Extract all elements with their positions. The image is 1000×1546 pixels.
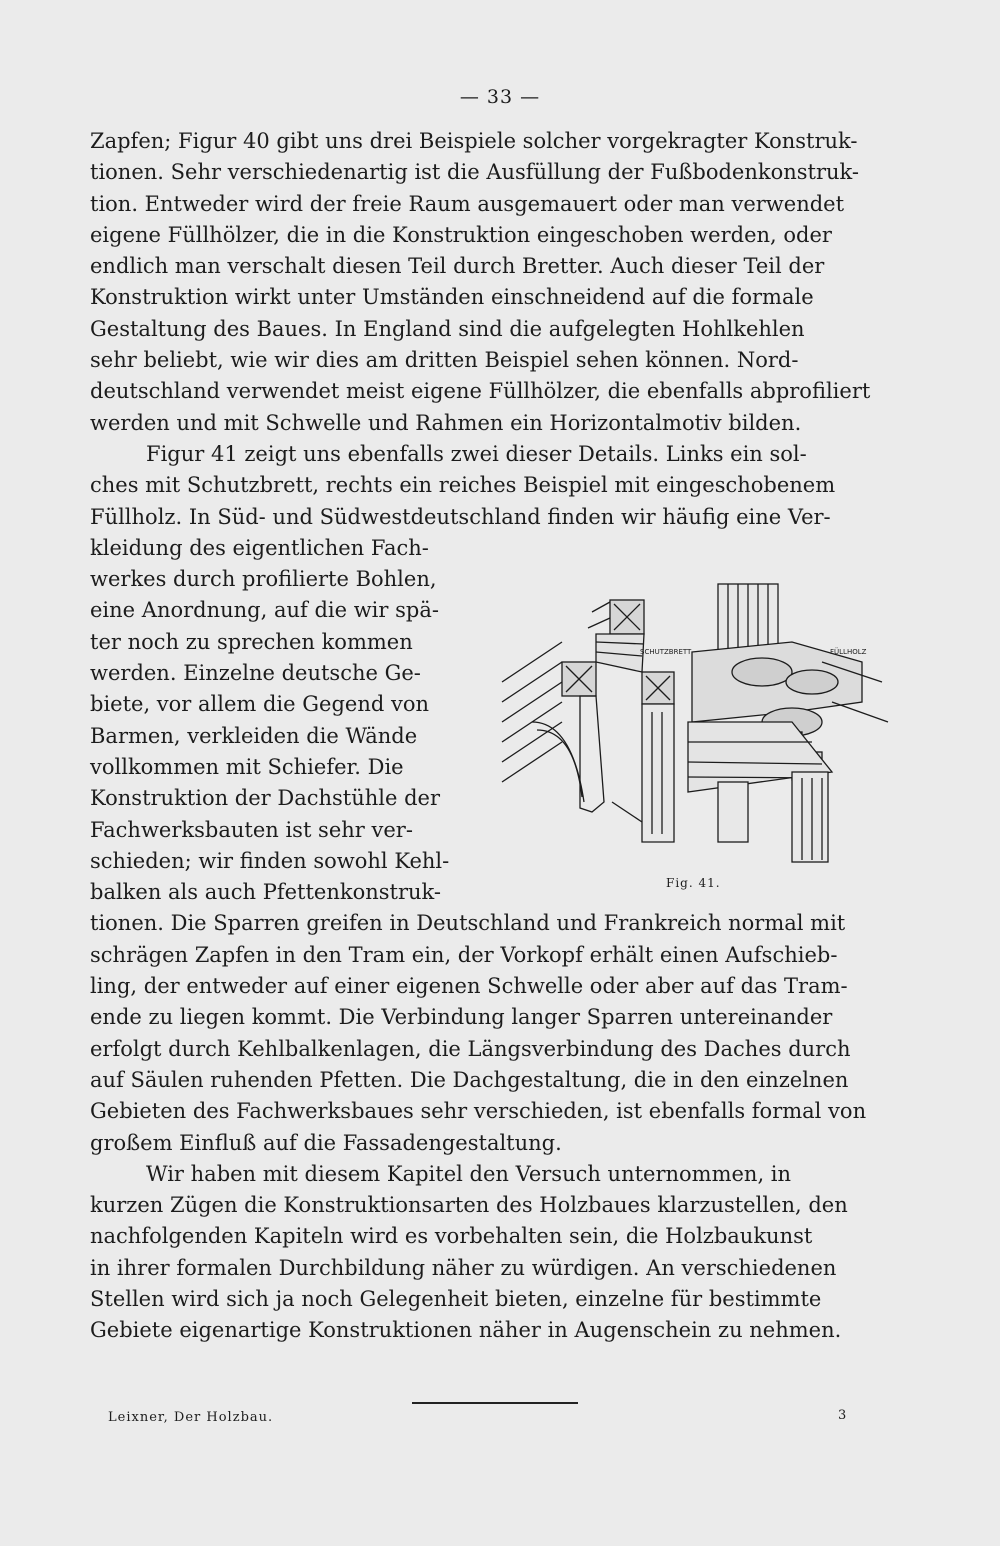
text-line: Wir haben mit diesem Kapitel den Versuch unternommen, in [146, 1161, 792, 1186]
text-line: tionen. Sehr verschiedenartig ist die Ausfüllung der Fußbodenkonstruk- [90, 160, 859, 185]
footer-signature-mark: 3 [838, 1408, 847, 1423]
text-line: Gestaltung des Baues. In England sind die aufgelegten Hohlkehlen [90, 316, 805, 341]
text-line: auf Säulen ruhenden Pfetten. Die Dachgestaltung, die in den einzelnen [90, 1067, 849, 1092]
text-line: ches mit Schutzbrett, rechts ein reiches Beispiel mit eingeschobenem [90, 473, 836, 498]
text-line: biete, vor allem die Gegend von [90, 692, 430, 717]
text-line: kleidung des eigentlichen Fach- [90, 535, 429, 560]
text-line: Konstruktion der Dachstühle der [90, 786, 441, 811]
text-line: Gebiete eigenartige Konstruktionen näher in Augenschein zu nehmen. [90, 1318, 842, 1343]
paragraph-3 [90, 1159, 902, 1347]
text-line: Figur 41 zeigt uns ebenfalls zwei dieser Details. Links ein sol- [146, 441, 807, 466]
text-line: Konstruktion wirkt unter Umständen einschneidend auf die formale [90, 285, 814, 310]
text-line: Stellen wird sich ja noch Gelegenheit bieten, einzelne für bestimmte [90, 1286, 822, 1311]
text-line: tionen. Die Sparren greifen in Deutschland und Frankreich normal mit [90, 911, 846, 936]
text-line: werkes durch profilierte Bohlen, [90, 567, 437, 592]
text-line: ende zu liegen kommt. Die Verbindung langer Sparren untereinander [90, 1005, 833, 1030]
left-beam-detail [502, 600, 674, 842]
text-line: großem Einfluß auf die Fassadengestaltung. [90, 1130, 562, 1155]
text-line: tion. Entweder wird der freie Raum ausgemauert oder man verwendet [90, 191, 845, 216]
text-line: schieden; wir finden sowohl Kehl- [90, 848, 450, 873]
figure-41-illustration [492, 572, 892, 912]
text-line: erfolgt durch Kehlbalkenlagen, die Längsverbindung des Daches durch [90, 1036, 851, 1061]
text-line: vollkommen mit Schiefer. Die [90, 754, 404, 779]
text-line: Gebieten des Fachwerksbaues sehr verschieden, ist ebenfalls formal von [90, 1099, 867, 1124]
page-number: — 33 — [459, 86, 541, 108]
text-line: nachfolgenden Kapiteln wird es vorbehalten sein, die Holzbaukunst [90, 1224, 813, 1249]
text-line: kurzen Zügen die Konstruktionsarten des Holzbaues klarzustellen, den [90, 1193, 848, 1218]
text-line: deutschland verwendet meist eigene Füllhölzer, die ebenfalls abprofiliert [90, 379, 871, 404]
text-line: Fachwerksbauten ist sehr ver- [90, 817, 413, 842]
text-line: eine Anordnung, auf die wir spä- [90, 598, 439, 623]
footer-rule [412, 1402, 578, 1404]
figure-caption: Fig. 41. [666, 876, 721, 890]
text-line: ling, der entweder auf einer eigenen Schwelle oder aber auf das Tram- [90, 974, 848, 999]
footer-author-title: Leixner, Der Holzbau. [108, 1410, 274, 1425]
right-post-detail [688, 584, 888, 862]
text-line: werden. Einzelne deutsche Ge- [90, 661, 421, 686]
text-line: Barmen, verkleiden die Wände [90, 723, 418, 748]
text-line: sehr beliebt, wie wir dies am dritten Beispiel sehen können. Nord- [90, 348, 799, 373]
paragraph-1 [90, 126, 902, 439]
figure-label-fuellholz: FÜLLHOLZ [830, 648, 867, 656]
text-line: schrägen Zapfen in den Tram ein, der Vorkopf erhält einen Aufschieb- [90, 942, 838, 967]
text-line: ter noch zu sprechen kommen [90, 629, 413, 654]
text-line: endlich man verschalt diesen Teil durch Bretter. Auch dieser Teil der [90, 254, 825, 279]
text-line: Füllholz. In Süd- und Südwestdeutschland finden wir häufig eine Ver- [90, 504, 831, 529]
text-line: in ihrer formalen Durchbildung näher zu würdigen. An verschiedenen [90, 1255, 837, 1280]
text-line: werden und mit Schwelle und Rahmen ein Horizontalmotiv bilden. [90, 410, 802, 435]
text-line: Zapfen; Figur 40 gibt uns drei Beispiele solcher vorgekragter Konstruk- [90, 129, 858, 153]
text-line: balken als auch Pfettenkonstruk- [90, 880, 442, 905]
figure-label-schutzbrett: SCHUTZBRETT [640, 648, 692, 656]
text-line: eigene Füllhölzer, die in die Konstruktion eingeschoben werden, oder [90, 222, 832, 247]
